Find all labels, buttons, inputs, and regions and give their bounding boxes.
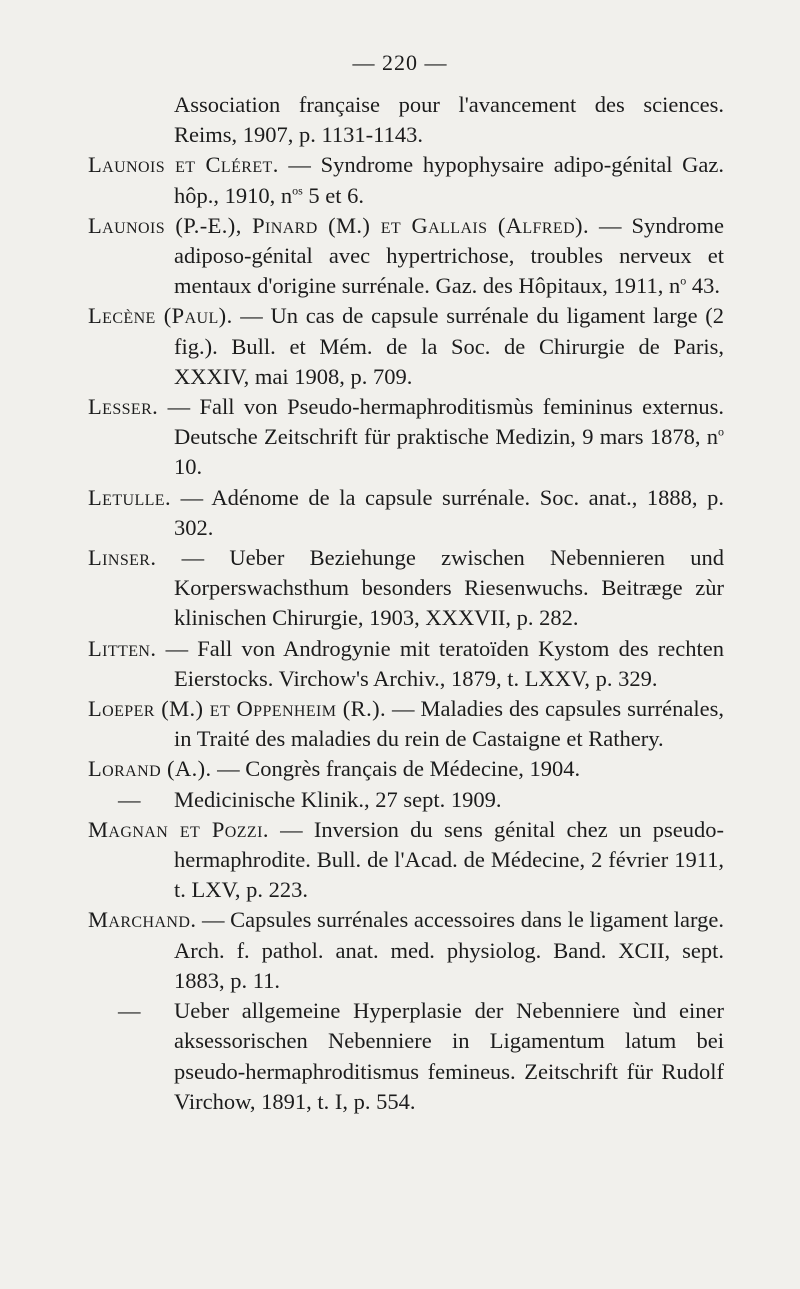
ditto-dash: — <box>118 786 141 812</box>
bib-entry <box>88 754 724 784</box>
entry-superscript: os <box>292 183 303 198</box>
entry-text-tail: 43. <box>686 273 720 299</box>
entry-author: Launois (P.-E.), Pinard (M.) et Gallais (Alfred). <box>88 212 589 238</box>
entry-author: Lorand (A.). <box>88 756 212 782</box>
bib-entry <box>88 392 724 483</box>
page-number: — 220 — <box>352 50 448 75</box>
entry-text: — Adénome de la capsule surrénale. Soc. anat., 1888, p. 302. <box>171 484 724 540</box>
entry-author: Marchand. <box>88 907 197 933</box>
entry-text-tail: 10. <box>174 454 203 480</box>
entry-author: Linser. <box>88 545 157 571</box>
bib-entry <box>88 483 724 543</box>
bib-entry <box>88 694 724 754</box>
entry-author: Lesser. <box>88 394 159 420</box>
entry-author: Litten. <box>88 635 157 661</box>
entry-author: Launois et Cléret. <box>88 152 279 178</box>
entry-author: Letulle. <box>88 484 171 510</box>
entry-text: — Inversion du sens génital chez un pseudo-hermaphrodite. Bull. de l'Acad. de Médecine, 2 février 1911, t. LXV, p. 223. <box>174 816 724 903</box>
entry-superscript: o <box>718 424 724 439</box>
bibliography-list <box>88 90 724 1117</box>
entry-text: — Syndrome adiposo-génital avec hypertrichose, troubles nerveux et mentaux d'origine surrénale. Gaz. des Hôpitaux, 1911, n <box>174 212 724 299</box>
entry-author: Loeper (M.) et Oppenheim (R.). <box>88 696 387 722</box>
entry-text: — Syndrome hypophysaire adipo-génital Gaz. hôp., 1910, n <box>174 152 724 208</box>
entry-text: Medicinische Klinik., 27 sept. 1909. <box>174 786 502 812</box>
entry-text: Association française pour l'avancement des sciences. Reims, 1907, p. 1131-1143. <box>174 92 724 148</box>
entry-text: — Fall von Androgynie mit teratoïden Kystom des rechten Eierstocks. Virchow's Archiv., 1879, t. LXXV, p. 329. <box>156 635 724 691</box>
entry-author: Magnan et Pozzi. <box>88 816 269 842</box>
entry-text: — Un cas de capsule surrénale du ligament large (2 fig.). Bull. et Mém. de la Soc. de Chirurgie de Paris, XXXIV, mai 1908, p. 709. <box>174 303 724 389</box>
entry-text: — Congrès français de Médecine, 1904. <box>211 756 581 782</box>
entry-text: Ueber allgemeine Hyperplasie der Nebenniere ùnd einer aksessorischen Nebenniere in Ligamentum latum bei pseudo-hermaphroditismus femineus. Zeitschrift für Rudolf Virchow, 1891, t. I, p. 554. <box>174 998 724 1114</box>
entry-text: — Capsules surrénales accessoires dans le ligament large. Arch. f. pathol. anat. med. physiolog. Band. XCII, sept. 1883, p. 11. <box>174 907 724 993</box>
entry-text: — Ueber Beziehunge zwischen Nebennieren und Korperswachsthum besonders Riesenwuchs. Beitræge zùr klinischen Chirurgie, 1903, XXXVII, p. 282. <box>156 545 724 631</box>
entry-author: Lecène (Paul). <box>88 303 233 329</box>
bib-entry <box>88 90 724 150</box>
bib-entry <box>88 815 724 906</box>
entry-text: — Maladies des capsules surrénales, in Traité des maladies du rein de Castaigne et Rathery. <box>174 696 724 752</box>
bib-entry <box>88 211 724 302</box>
bib-entry <box>88 996 724 1117</box>
bib-entry <box>88 150 724 210</box>
entry-text: — Fall von Pseudo-hermaphroditismùs femininus externus. Deutsche Zeitschrift für praktische Medizin, 9 mars 1878, n <box>158 394 724 450</box>
entry-text-tail: 5 et 6. <box>302 182 365 208</box>
bib-entry <box>88 301 724 392</box>
bib-entry <box>88 905 724 996</box>
ditto-dash: — <box>118 998 141 1024</box>
bib-entry <box>88 785 724 815</box>
bib-entry <box>88 634 724 694</box>
entry-superscript: o <box>680 273 687 288</box>
bib-entry <box>88 543 724 634</box>
